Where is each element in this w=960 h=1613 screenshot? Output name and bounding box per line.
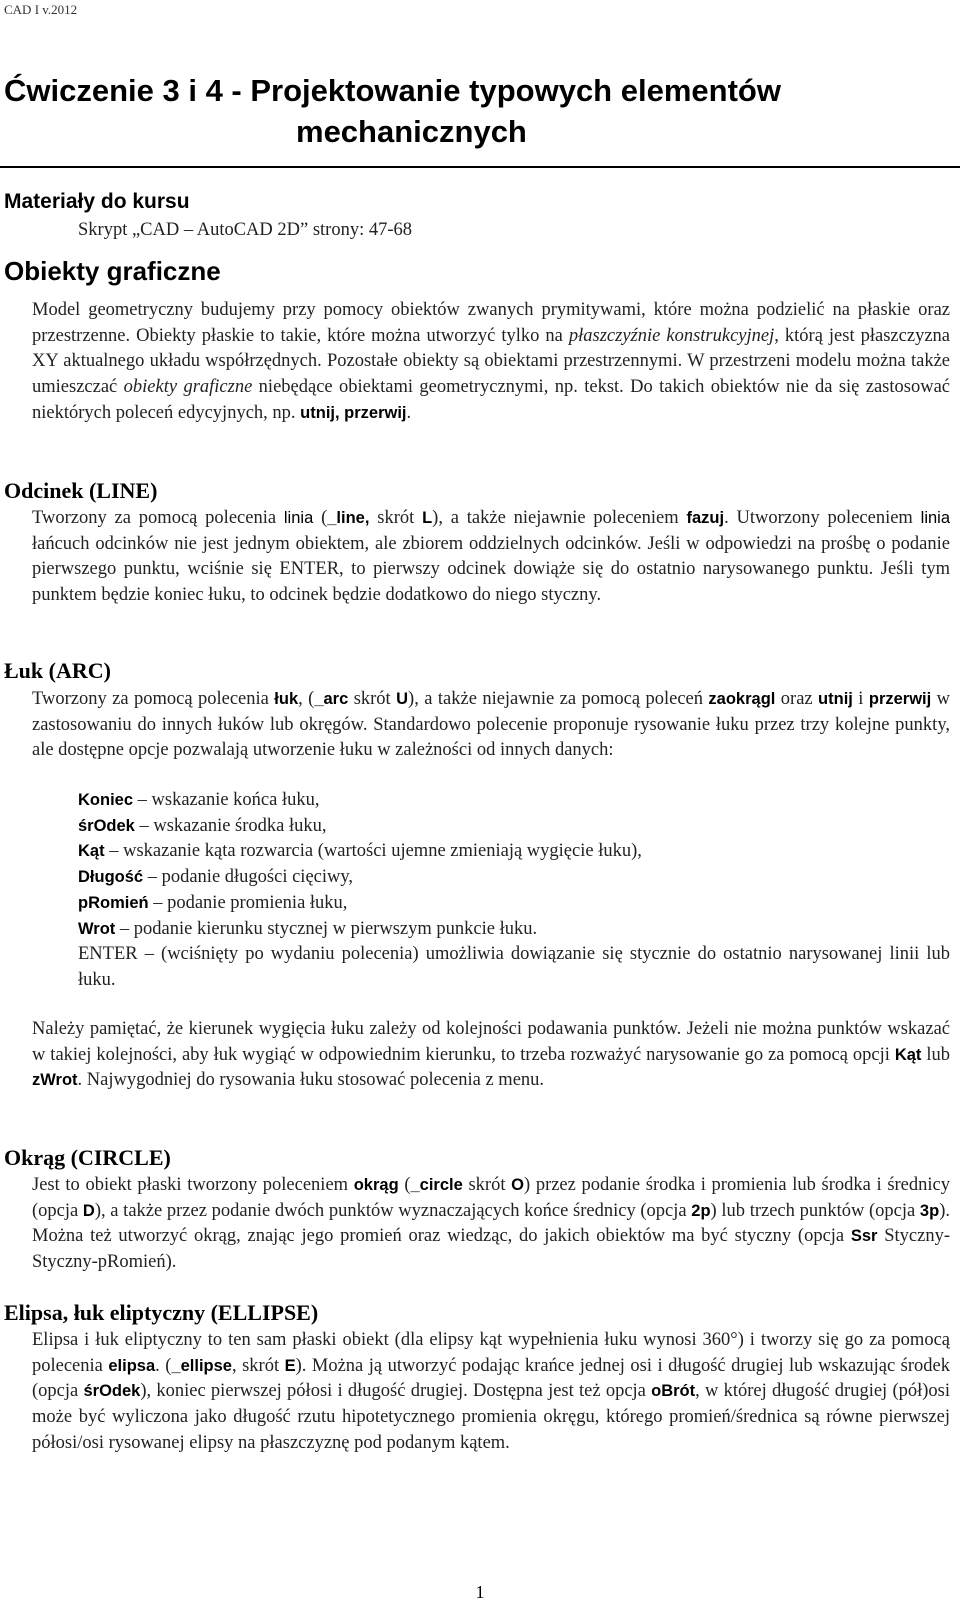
text-run: ( [398, 1175, 411, 1195]
text-run: lub [921, 1044, 951, 1065]
text-run: ). Można ją utworzyć podając krańce jednej osi i długość drugiej lub wskazując środek (opcja [32, 1355, 951, 1402]
line-paragraph [32, 506, 950, 609]
objects-heading: Obiekty graficzne [4, 256, 221, 286]
text-run: ), a także przez podanie dwóch punktów wyznaczających końce średnicy (opcja [94, 1200, 692, 1221]
text-run: niebędące obiektami geometrycznymi, np. tekst. Do takich obiektów nie da się zastosować niektórych poleceń edycyjnych, np. [32, 377, 951, 423]
command-name: _circle [410, 1176, 463, 1194]
option-desc: – wskazanie końca łuku, [133, 790, 320, 810]
arc-options-list [78, 788, 950, 994]
command-name: _arc [314, 690, 349, 708]
text-run: Model geometryczny budujemy przy pomocy obiektów zwanych prymitywami, które można podzielić na płaskie oraz przestrzenne. Obiekty płaskie to takie, które można utworzyć tylko na [32, 300, 950, 346]
command-name: _ellipse [171, 1356, 232, 1375]
command-name: linia [920, 509, 951, 527]
circle-paragraph [32, 1173, 950, 1276]
text-run: łańcuch odcinków nie jest jednym obiektem, ale zbiorem oddzielnych odcinków. Jeśli w odpowiedzi na prośbę o podanie pierwszego punktu, wciśnie się ENTER, to pierwszy odcinek dowiąże się do ostatnio narysowanego punktu. Jeśli tym punktem będzie koniec łuku, to odcinek będzie dodatkowo do niego styczny. [32, 533, 950, 606]
text-run: . ( [155, 1355, 172, 1376]
text-run: Jest to obiekt płaski tworzony poleceniem [32, 1175, 354, 1195]
text-run: skrót [348, 689, 397, 709]
command-name: 3p [919, 1201, 940, 1220]
running-header: CAD I v.2012 [4, 2, 78, 17]
command-name: _line, [327, 509, 370, 527]
command-name: zaokrągl [708, 690, 776, 708]
text-run: Elipsa i łuk eliptyczny to ten sam płaski obiekt (dla elipsy kąt wypełnienia łuku wynosi 360°) i tworzy się go za pomocą polecenia [32, 1330, 950, 1376]
option-desc: – wskazanie środka łuku, [134, 815, 327, 836]
text-run: ) przez podanie środka i promienia lub środka i średnicy (opcja [32, 1175, 950, 1221]
title-line-2: mechanicznych [296, 114, 527, 149]
text-run: oraz [775, 689, 819, 709]
command-name: linia [283, 509, 314, 527]
command-name: O [511, 1176, 524, 1194]
text-run: . Utworzony poleceniem [724, 508, 921, 528]
text-run: ), a także niejawnie za pomocą poleceń [408, 689, 709, 709]
text-run: , w której długość drugiej (pół)osi może być wyliczona jako długość rzutu hipotetycznego promienia okręgu, którego promień/średnica są równe pierwszej półosi/osi rysowanej elipsy na płaszczyznę pod podanym kątem. [32, 1381, 950, 1453]
option-key: Wrot [78, 919, 116, 938]
command-name: śrOdek [83, 1382, 141, 1401]
command-name: okrąg [353, 1176, 399, 1194]
text-run: . [406, 402, 412, 423]
command-name: fazuj [686, 509, 725, 527]
command-name: oBrót [651, 1382, 696, 1401]
list-item [78, 788, 950, 814]
text-run: . Najwygodniej do rysowania łuku stosować polecenia z menu. [77, 1070, 545, 1091]
ellipse-paragraph [32, 1328, 950, 1457]
command-name: E [284, 1356, 296, 1375]
option-desc: – podanie długości cięciwy, [143, 867, 354, 888]
text-run: , którą jest płaszczyzna XY aktualnego układu współrzędnych. Pozostałe obiekty są obiektami przestrzennymi. W przestrzeni modelu można także umieszczać [32, 325, 950, 398]
italic-term: płaszczyźnie konstrukcyjnej [568, 325, 775, 346]
page-number: 1 [475, 1582, 485, 1602]
page-title [4, 70, 950, 152]
command-name: Kąt [894, 1045, 922, 1064]
list-item: ENTER – (wciśnięty po wydaniu polecenia) umożliwia dowiązanie się stycznie do ostatnio narysowanej linii lub łuku. [78, 944, 950, 990]
materials-text: Skrypt „CAD – AutoCAD 2D” strony: 47-68 [78, 220, 413, 240]
list-item [78, 865, 950, 891]
arc-paragraph [32, 687, 950, 764]
command-name: U [396, 690, 409, 708]
command-name: przerwij [868, 690, 932, 708]
arc-heading: Łuk (ARC) [4, 658, 111, 683]
command-name: D [82, 1201, 95, 1220]
text-run: i [852, 689, 869, 709]
command-name: utnij [818, 690, 853, 708]
text-run: ), a także niejawnie poleceniem [432, 508, 687, 528]
line-heading: Odcinek (LINE) [4, 478, 158, 503]
text-run: ). Można też utworzyć okrąg, znając jego promień oraz wiedząc, do jakich obiektów ma być styczny (opcja [32, 1200, 950, 1247]
text-run: skrót [462, 1175, 512, 1195]
text-run: Należy pamiętać, że kierunek wygięcia łuku zależy od kolejności podawania punktów. Jeżeli nie można punktów wskazać w takiej kolejności, aby łuk wygiąć w odpowiednim kierunku, to trzeba rozważyć narysowanie go za pomocą opcji [32, 1019, 950, 1065]
option-desc: – podanie promienia łuku, [148, 892, 348, 913]
materials-heading: Materiały do kursu [4, 190, 190, 213]
option-key: pRomień [78, 893, 149, 912]
list-item [78, 917, 950, 943]
list-item [78, 891, 950, 917]
ellipse-heading: Elipsa, łuk eliptyczny (ELLIPSE) [4, 1300, 319, 1325]
italic-term: obiekty graficzne [123, 377, 253, 398]
option-key: śrOdek [78, 816, 135, 835]
text-run: Tworzony za pomocą polecenia [32, 689, 275, 709]
option-key: Kąt [78, 842, 105, 861]
objects-paragraph [32, 298, 950, 427]
text-run: ), koniec pierwszej półosi i długość drugiej. Dostępna jest też opcja [140, 1381, 652, 1402]
command-name: łuk [274, 690, 299, 708]
text-run: , skrót [231, 1355, 285, 1376]
command-name: zWrot [32, 1071, 78, 1090]
text-run: Tworzony za pomocą polecenia [32, 508, 284, 528]
command-name: L [422, 509, 433, 527]
text-run: w zastosowaniu do innych łuków lub okręgów. Standardowo polecenie proponuje rysowanie łuku przez trzy kolejne punkty, ale dostępne opcje pozwalają utworzenie łuku w zależności od innych danych: [32, 689, 950, 761]
command-name: elipsa [108, 1356, 156, 1375]
list-item [78, 839, 950, 865]
text-run: ( [313, 508, 328, 528]
command-name: 2p [691, 1201, 711, 1220]
text-run: skrót [369, 508, 423, 528]
option-key: Długość [78, 868, 144, 887]
arc-note-paragraph [32, 1017, 950, 1094]
text-run: , ( [298, 689, 315, 709]
option-desc: – wskazanie kąta rozwarcia (wartości ujemne zmieniają wygięcie łuku), [104, 841, 642, 862]
circle-heading: Okrąg (CIRCLE) [4, 1145, 171, 1170]
option-key: Koniec [78, 791, 134, 809]
text-run: Styczny-Styczny-pRomień). [32, 1226, 950, 1273]
command-name: utnij, przerwij [300, 403, 407, 422]
option-desc: – podanie kierunku stycznej w pierwszym punkcie łuku. [115, 918, 538, 939]
title-divider [0, 166, 960, 168]
command-name: Ssr [850, 1227, 878, 1246]
title-line-1: Ćwiczenie 3 i 4 - Projektowanie typowych elementów [4, 73, 781, 108]
list-item [78, 814, 950, 840]
text-run: ) lub trzech punktów (opcja [710, 1200, 920, 1221]
